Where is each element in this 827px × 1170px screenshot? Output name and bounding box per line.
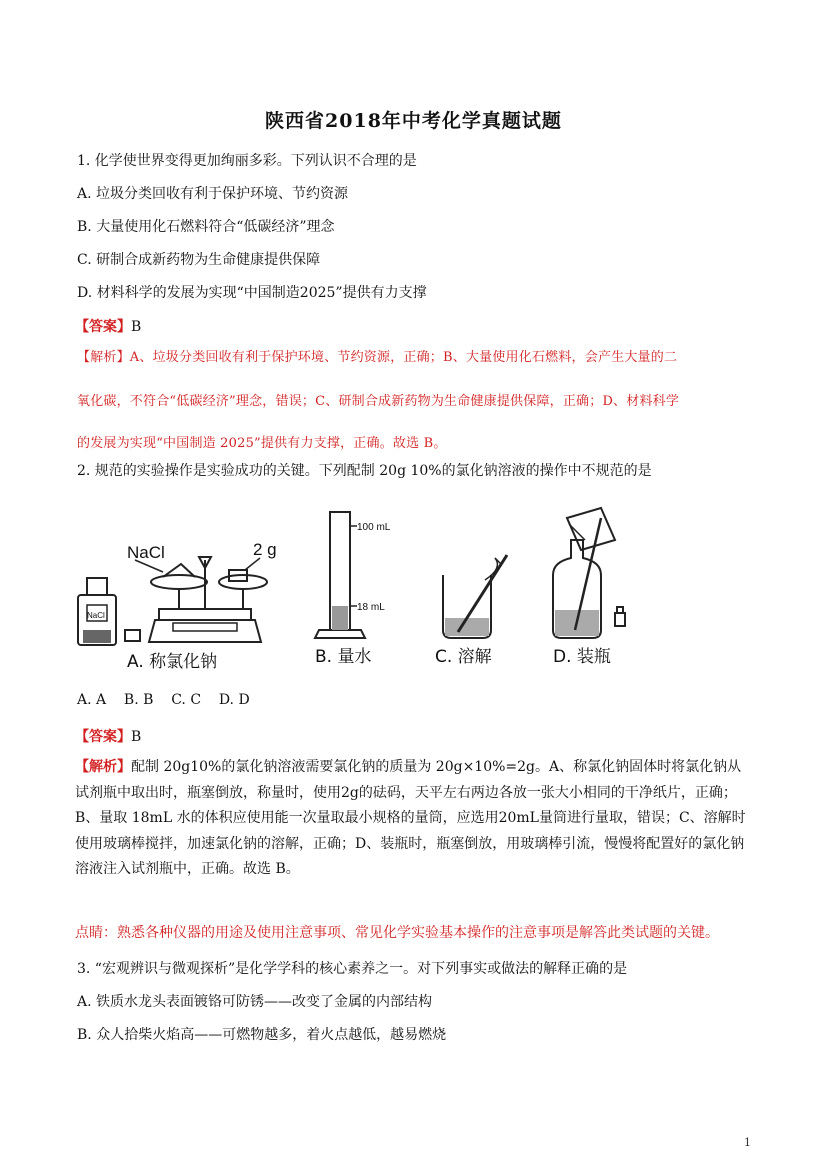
question-1-option-b: B. 大量使用化石燃料符合“低碳经济”理念 [77, 219, 335, 235]
question-3-stem: 3. “宏观辨识与微观探析”是化学学科的核心素养之一。对下列事实或做法的解释正确的是 [77, 961, 628, 977]
cylinder-top-label: 100 mL [357, 522, 391, 533]
question-1-explanation-line-1: 【解析】A、垃圾分类回收有利于保护环境、节约资源，正确；B、大量使用化石燃料，会产生大量的二 [77, 350, 678, 365]
label-pointer-line [245, 558, 260, 570]
question-2-explanation [75, 755, 755, 883]
question-2-answer [75, 726, 141, 746]
question-2-tip: 点睛：熟悉各种仪器的用途及使用注意事项、常见化学实验基本操作的注意事项是解答此类试题的关键。 [75, 925, 719, 941]
stopper-icon [125, 630, 140, 641]
question-1-explanation-line-3: 的发展为实现“中国制造 2025”提供有力支撑，正确。故选 B。 [77, 436, 447, 451]
caption-c: C. 溶解 [435, 647, 492, 667]
bottle-label: NaCl [87, 611, 105, 620]
cylinder-mark-label: 18 mL [357, 602, 385, 613]
question-1-option-a: A. 垃圾分类回收有利于保护环境、节约资源 [77, 186, 349, 202]
answer-tag: 【答案】 [75, 729, 131, 745]
question-3-option-a: A. 铁质水龙头表面镀铬可防锈——改变了金属的内部结构 [77, 994, 433, 1010]
answer-value: B [131, 319, 142, 335]
beaker-icon [443, 555, 507, 638]
explanation-tag: 【解析】 [75, 759, 131, 775]
caption-a: A. 称氯化钠 [127, 652, 218, 672]
question-2-stem: 2. 规范的实验操作是实验成功的关键。下列配制 20g 10%的氯化钠溶液的操作中不规范的是 [77, 463, 652, 479]
page-number: 1 [744, 1136, 751, 1149]
caption-b: B. 量水 [315, 647, 372, 667]
question-1-option-c: C. 研制合成新药物为生命健康提供保障 [77, 252, 321, 268]
balance-icon [149, 557, 267, 642]
question-1-answer [75, 316, 141, 336]
question-1-explanation-line-2: 氧化碳，不符合“低碳经济”理念，错误；C、研制合成新药物为生命健康提供保障，正确；D、材料科学 [77, 394, 680, 409]
answer-value: B [131, 729, 142, 745]
lab-operations-figure [75, 500, 635, 675]
question-1-option-d: D. 材料科学的发展为实现“中国制造2025”提供有力支撑 [77, 285, 427, 301]
caption-d: D. 装瓶 [553, 647, 611, 667]
question-3-option-b: B. 众人拾柴火焰高——可燃物越多，着火点越低，越易燃烧 [77, 1027, 447, 1043]
page-title: 陕西省2018年中考化学真题试题 [265, 110, 562, 132]
question-2-options: A. A B. B C. C D. D [77, 692, 250, 708]
question-1-stem: 1. 化学使世界变得更加绚丽多彩。下列认识不合理的是 [77, 153, 417, 169]
explanation-text: 配制 20g10%的氯化钠溶液需要氯化钠的质量为 20g×10%=2g。A、称氯化钠固体时将氯化钠从试剂瓶中取出时，瓶塞倒放，称量时，使用2g的砝码，天平左右两边各放一张大小相同的干净纸片，正确；B、量取 18mL 水的体积应使用能一次量取最小规格的量筒，应选用20mL量筒进行量取，错误；C、溶解时使用玻璃棒搅拌，加速氯化钠的溶解，正确；D、装瓶时，瓶塞倒放，用玻璃棒引流，慢慢将配置好的氯化钠溶液注入试剂瓶中，正确。故选 B。 [75, 759, 746, 877]
answer-tag: 【答案】 [75, 319, 131, 335]
weight-label: 2 g [253, 540, 277, 559]
bottle-filling-icon [553, 508, 625, 638]
balance-nacl-label: NaCl [127, 543, 165, 562]
